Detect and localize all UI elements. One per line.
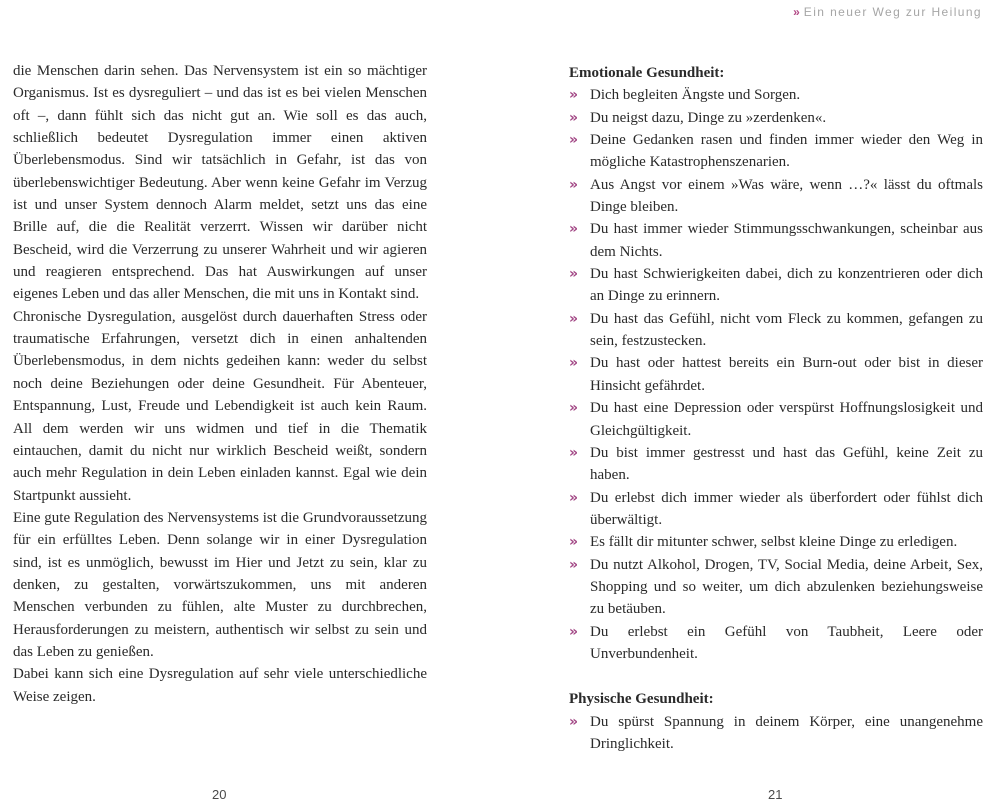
- list-item: [569, 711, 983, 756]
- double-chevron-bullet-icon: »: [569, 400, 579, 417]
- list-item-text: Du spürst Spannung in deinem Körper, eine unangenehme Dringlichkeit.: [590, 713, 983, 752]
- paragraph: die Menschen darin sehen. Das Nervensystem ist ein so mächtiger Organismus. Ist es dysreguliert – und das ist es bei vielen Menschen oft –, dann fühlt sich das nicht gut an. Wie soll es das auch, schließlich bedeutet Dysregulation immer einen aktiven Überlebensmodus. Sind wir tatsächlich in Gefahr, ist das von überlebenswichtiger Bedeutung. Aber wenn keine Gefahr im Verzug ist und unser System dennoch Alarm meldet, setzt uns das eine Brille auf, die die Realität verzerrt. Wissen wir darüber nicht Bescheid, wird die Verzerrung zu unserer Wahrheit und wir agieren und reagieren entsprechend. Das hat Auswirkungen auf unser eigenes Leben und das aller Menschen, die mit uns in Kontakt sind.: [13, 63, 427, 303]
- list-item-text: Du nutzt Alkohol, Drogen, TV, Social Media, deine Arbeit, Sex, Shopping und so weiter, um dich abzulenken beziehungsweise zu betäuben.: [590, 556, 983, 618]
- list-item-text: Du erlebst ein Gefühl von Taubheit, Leere oder Unverbundenheit.: [590, 623, 983, 662]
- list-item-text: Deine Gedanken rasen und finden immer wieder den Weg in mögliche Katastrophenszenarien.: [590, 132, 983, 171]
- list-item: [569, 308, 983, 353]
- right-page: [569, 60, 983, 755]
- list-item: [569, 397, 983, 442]
- double-chevron-bullet-icon: »: [569, 534, 579, 551]
- list-item: [569, 84, 983, 106]
- list-item-text: Aus Angst vor einem »Was wäre, wenn …?« lässt du oftmals Dinge bleiben.: [590, 176, 983, 216]
- double-chevron-bullet-icon: »: [569, 310, 579, 327]
- page-number-right: 21: [768, 787, 783, 802]
- list-item: [569, 554, 983, 621]
- list-item-text: Du neigst dazu, Dinge zu »zerdenken«.: [590, 109, 827, 126]
- double-chevron-bullet-icon: »: [569, 489, 579, 506]
- list-item: [569, 621, 983, 666]
- physical-health-list: [569, 711, 983, 756]
- list-item: [569, 263, 983, 308]
- double-chevron-bullet-icon: »: [569, 713, 579, 730]
- double-chevron-bullet-icon: »: [569, 221, 579, 238]
- double-chevron-bullet-icon: »: [569, 444, 579, 461]
- double-chevron-bullet-icon: »: [569, 132, 579, 149]
- list-item: [569, 352, 983, 397]
- list-item: [569, 129, 983, 174]
- double-chevron-bullet-icon: »: [569, 109, 579, 126]
- list-item-text: Dich begleiten Ängste und Sorgen.: [590, 87, 801, 104]
- double-chevron-bullet-icon: »: [569, 266, 579, 283]
- list-item-text: Du hast oder hattest bereits ein Burn-out oder bist in dieser Hinsicht gefährdet.: [590, 355, 983, 394]
- list-item: [569, 218, 983, 263]
- double-chevron-bullet-icon: »: [569, 176, 579, 193]
- list-item: [569, 107, 983, 129]
- section-title-emotional: Emotionale Gesundheit:: [569, 65, 725, 81]
- section-title-physical: Physische Gesundheit:: [569, 691, 714, 708]
- list-item: [569, 442, 983, 487]
- page-number-left: 20: [212, 787, 227, 802]
- list-item: [569, 531, 983, 553]
- list-item-text: Du hast eine Depression oder verspürst Hoffnungslosigkeit und Gleichgültigkeit.: [590, 400, 983, 439]
- list-item: [569, 487, 983, 532]
- list-item-text: Du erlebst dich immer wieder als überfordert oder fühlst dich überwältigt.: [590, 489, 983, 528]
- paragraph: Eine gute Regulation des Nervensystems ist die Grundvoraussetzung für ein erfülltes Leben. Denn solange wir in einer Dysregulation sind, ist es unmöglich, bewusst im Hier und Jetzt zu sein, klar zu denken, zu gestalten, vorwärtszukommen, uns mit anderen Menschen verbunden zu fühlen, alte Muster zu durchbrechen, Herausforderungen zu meistern, authentisch wir selbst zu sein und das Leben zu genießen.: [13, 509, 427, 660]
- list-item-text: Du bist immer gestresst und hast das Gefühl, keine Zeit zu haben.: [590, 444, 983, 484]
- chevron-right-icon: »: [793, 5, 800, 19]
- list-item: [569, 174, 983, 219]
- double-chevron-bullet-icon: »: [569, 556, 579, 573]
- left-page: [13, 60, 427, 708]
- list-item-text: Es fällt dir mitunter schwer, selbst kleine Dinge zu erledigen.: [590, 534, 958, 551]
- double-chevron-bullet-icon: »: [569, 623, 579, 640]
- double-chevron-bullet-icon: »: [569, 87, 579, 104]
- running-head-title: Ein neuer Weg zur Heilung: [803, 5, 982, 19]
- list-item-text: Du hast Schwierigkeiten dabei, dich zu konzentrieren oder dich an Dinge zu erinnern.: [590, 266, 983, 305]
- paragraph: Chronische Dysregulation, ausgelöst durch dauerhaften Stress oder traumatische Erfahrungen, versetzt dich in einen anhaltenden Überlebensmodus, in dem nichts gedeihen kann: weder du selbst noch deine Beziehungen oder deine Gesundheit. Für Abenteuer, Entspannung, Lust, Freude und Lebendigkeit ist auch kein Raum. All dem werden wir uns widmen und tief in die Thematik eintauchen, damit du nicht nur wirklich Bescheid weißt, sondern auch mehr Regulation in dein Leben einladen kannst. Egal wie dein Startpunkt aussieht.: [13, 308, 427, 504]
- list-item-text: Du hast immer wieder Stimmungsschwankungen, scheinbar aus dem Nichts.: [590, 221, 983, 260]
- double-chevron-bullet-icon: »: [569, 355, 579, 372]
- emotional-health-list: [569, 84, 983, 665]
- running-head: [793, 5, 982, 19]
- paragraph: Dabei kann sich eine Dysregulation auf sehr viele unterschiedliche Weise zeigen.: [13, 666, 427, 705]
- list-item-text: Du hast das Gefühl, nicht vom Fleck zu kommen, gefangen zu sein, festzustecken.: [590, 310, 983, 350]
